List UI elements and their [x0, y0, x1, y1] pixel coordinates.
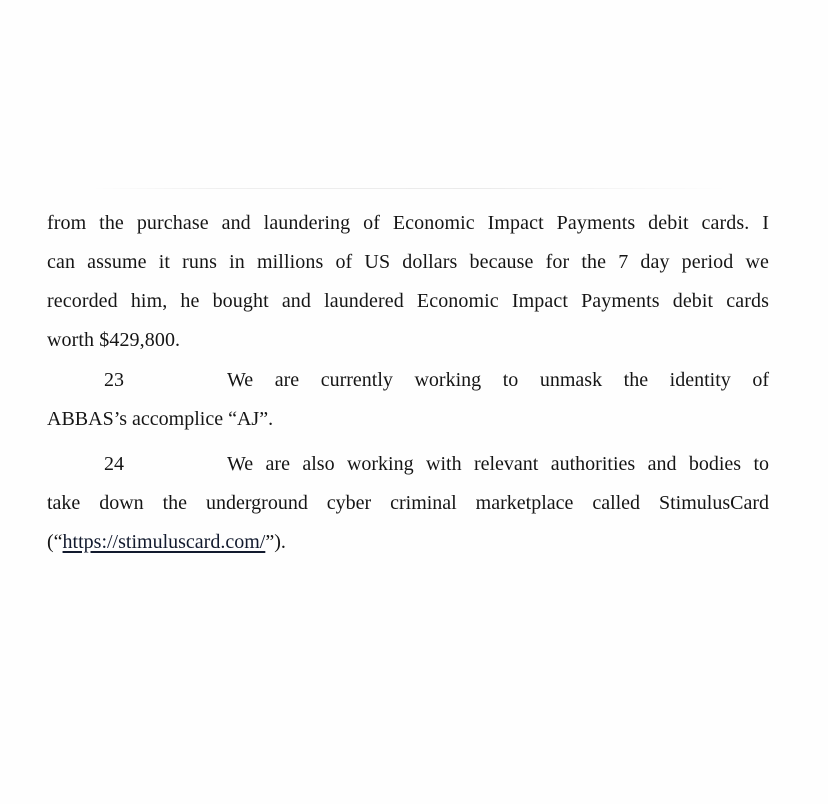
paragraph-line: can assume it runs in millions of US dollars because for the 7 day period we — [47, 251, 769, 273]
paragraph-24 — [47, 445, 769, 562]
paragraph-line: recorded him, he bought and laundered Economic Impact Payments debit cards — [47, 290, 769, 312]
paragraph-line: worth $429,800. — [47, 329, 181, 351]
paragraph-line: We are also working with relevant authorities and bodies to — [227, 453, 769, 475]
link-open-quote: (“ — [47, 531, 63, 553]
paragraph-23 — [47, 361, 769, 439]
paragraph-number: 23 — [104, 369, 124, 391]
paragraph-continuation — [47, 204, 769, 360]
paragraph-line: We are currently working to unmask the identity of — [227, 369, 769, 391]
scan-fold-line — [90, 188, 730, 189]
paragraph-line: ABBAS’s accomplice “AJ”. — [47, 408, 274, 430]
link-close-quote: ”). — [265, 531, 286, 553]
paragraph-line: take down the underground cyber criminal marketplace called StimulusCard — [47, 492, 769, 514]
paragraph-number: 24 — [104, 453, 124, 475]
paragraph-line: from the purchase and laundering of Economic Impact Payments debit cards. I — [47, 212, 769, 234]
paragraph-line-with-link — [47, 523, 769, 562]
stimuluscard-link[interactable]: https://stimuluscard.com/ — [62, 531, 266, 553]
